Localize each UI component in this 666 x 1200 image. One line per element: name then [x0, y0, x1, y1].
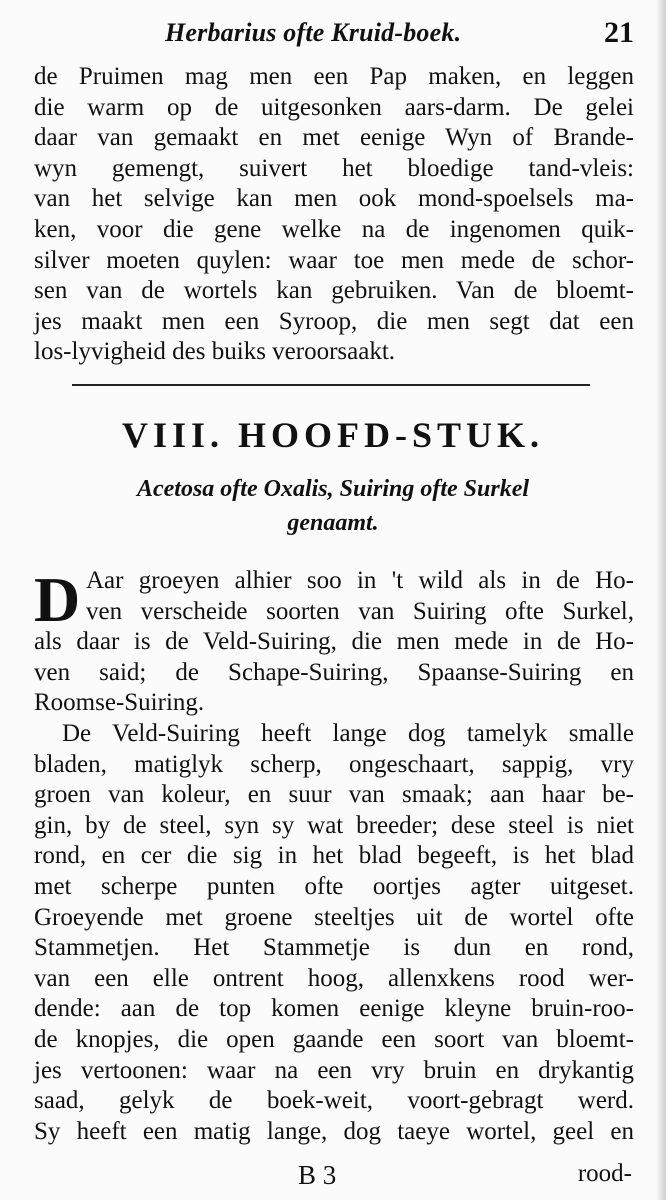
text-line: van een elle ontrent hoog, allenxkens rood wer- — [34, 964, 634, 992]
text-line: Groeyende met groene steeltjes uit de wortel ofte — [34, 903, 634, 931]
text-line: jes maakt men een Syroop, die men segt dat een — [34, 307, 634, 335]
catchword: rood- — [577, 1160, 632, 1187]
main-paragraph — [34, 566, 634, 1147]
page-number: 21 — [604, 16, 634, 49]
text-line: ken, voor die gene welke na de ingenomen quik- — [34, 215, 634, 243]
text-line: als daar is de Veld-Suiring, die men mede in de Ho- — [34, 628, 634, 656]
drop-cap: D — [34, 564, 81, 635]
page-header — [0, 14, 666, 48]
text-line: ven verscheide soorten van Suiring ofte Surkel, — [86, 597, 634, 625]
text-line: Aar groeyen alhier soo in 't wild als in de Ho- — [86, 567, 634, 594]
text-line: jes vertoonen: waar na een vry bruin en drykantig — [34, 1056, 634, 1084]
text-line: silver moeten quylen: waar toe men mede de schor- — [34, 246, 634, 274]
text-line: die warm op de uitgesonken aars-darm. De gelei — [34, 93, 634, 121]
text-line: de knopjes, die open gaande een soort van bloemt- — [34, 1025, 634, 1053]
text-line: dende: aan de top komen eenige kleyne bruin-roo- — [34, 995, 634, 1023]
text-line: de Pruimen mag men een Pap maken, en leggen — [34, 63, 634, 90]
text-line: Stammetjen. Het Stammetje is dun en rond, — [34, 934, 634, 962]
text-line: groen van koleur, en suur van smaak; aan haar be- — [34, 781, 634, 809]
text-line: met scherpe punten ofte oortjes agter uitgeset. — [34, 872, 634, 900]
page-footer — [0, 1160, 666, 1194]
text-line: van het selvige kan men ook mond-spoelsels ma- — [34, 185, 634, 213]
text-line: Sy heeft een matig lange, dog taeye wortel, geel en — [34, 1117, 634, 1145]
text-line: ven said; de Schape-Suiring, Spaanse-Suiring en — [34, 658, 634, 686]
text-line: sen van de wortels kan gebruiken. Van de bloemt- — [34, 277, 634, 305]
text-line: bladen, matiglyk scherp, ongeschaart, sappig, vry — [34, 750, 634, 778]
section-divider — [72, 384, 590, 386]
text-line: wyn gemengt, suivert het bloedige tand-vleis: — [34, 154, 634, 182]
running-head: Herbarius ofte Kruid-boek. — [165, 18, 462, 47]
chapter-subtitle-line1: Acetosa ofte Oxalis, Suiring ofte Surkel — [136, 476, 530, 502]
top-paragraph — [34, 62, 634, 368]
text-line: saad, gelyk de boek-weit, voort-gebragt werd. — [34, 1087, 634, 1115]
text-line: los-lyvigheid des buiks veroorsaakt. — [34, 338, 396, 366]
page-edge-shadow — [656, 0, 666, 1200]
text-line: Roomse-Suiring. — [34, 689, 205, 717]
text-line: rond, en cer die sig in het blad begeeft, is het blad — [34, 842, 634, 870]
chapter-title: VIII. HOOFD-STUK. — [121, 415, 545, 455]
text-line: daar van gemaakt en met eenige Wyn of Brande- — [34, 124, 634, 152]
chapter-subtitle-line2: genaamt. — [287, 510, 379, 536]
text-line: De Veld-Suiring heeft lange dog tamelyk smalle — [62, 719, 634, 747]
signature-mark: B 3 — [298, 1160, 337, 1190]
text-line: gin, by de steel, syn sy wat breeder; dese steel is niet — [34, 811, 634, 839]
